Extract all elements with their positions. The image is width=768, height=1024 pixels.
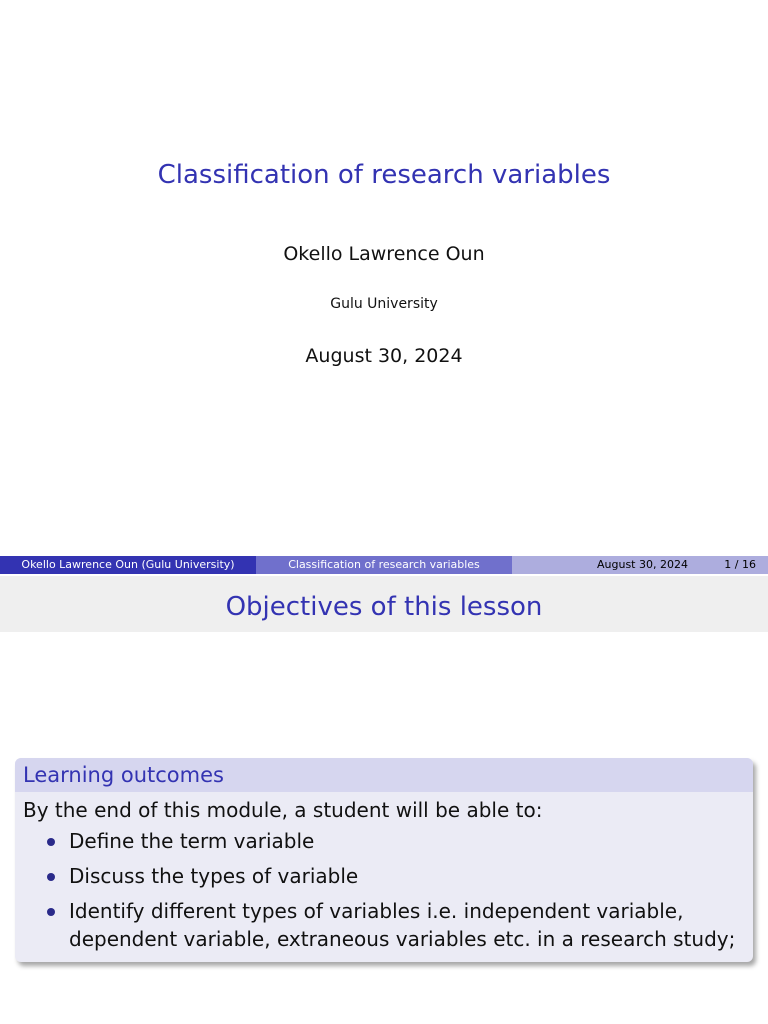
list-item (69, 827, 745, 855)
bullet-icon (47, 908, 55, 916)
institute-name: Gulu University (330, 296, 438, 312)
list-item-text: Discuss the types of variable (69, 864, 359, 888)
footline-date-page (512, 556, 768, 574)
footline-date: August 30, 2024 (597, 558, 688, 571)
list-item (69, 897, 745, 953)
page-number: 1 / 16 (724, 558, 756, 571)
footline-title: Classification of research variables (256, 556, 512, 574)
list-item (69, 862, 745, 890)
objectives-slide (0, 576, 768, 1024)
block-body (15, 792, 753, 953)
bullet-icon (47, 838, 55, 846)
author-name: Okello Lawrence Oun (283, 243, 485, 265)
block-title: Learning outcomes (15, 758, 753, 792)
list-item-text: Define the term variable (69, 829, 315, 853)
footline (0, 556, 768, 574)
block-intro: By the end of this module, a student will be able to: (23, 798, 543, 822)
outcomes-list (23, 827, 745, 953)
presentation-date: August 30, 2024 (305, 345, 463, 367)
bullet-icon (47, 873, 55, 881)
presentation-title: Classification of research variables (157, 160, 611, 190)
frame-title: Objectives of this lesson (0, 576, 768, 632)
learning-outcomes-block (15, 758, 753, 962)
footline-author: Okello Lawrence Oun (Gulu University) (0, 556, 256, 574)
list-item-text: Identify different types of variables i.e. independent variable, dependent variable, extraneous variables etc. in a research study; (69, 899, 736, 951)
